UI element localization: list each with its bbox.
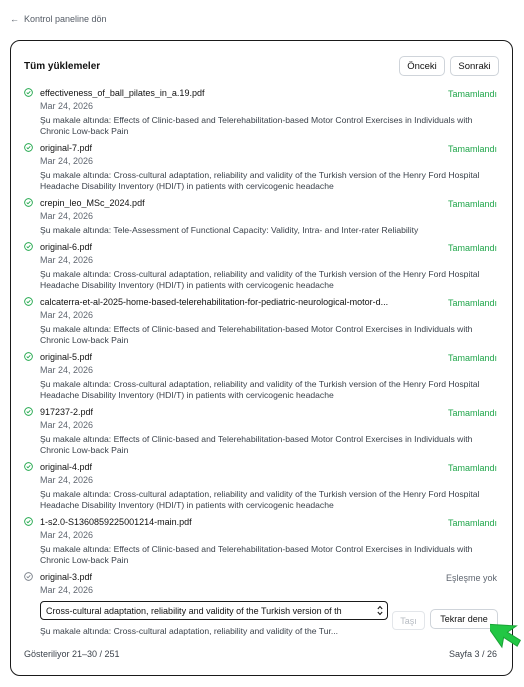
article-select[interactable]	[40, 601, 388, 620]
upload-filename: original-7.pdf	[40, 143, 93, 153]
status-badge: Tamamlandı	[447, 144, 497, 154]
upload-date: Mar 24, 2026	[40, 420, 94, 430]
move-button[interactable]: Taşı	[392, 611, 425, 630]
upload-description: Şu makale altında: Effects of Clinic-based and Telerehabilitation-based Motor Control Exercises in Individuals with Chronic Low-back Pain	[40, 115, 473, 136]
upload-date: Mar 24, 2026	[40, 475, 94, 485]
status-badge: Tamamlandı	[447, 518, 497, 528]
pagination-summary: Gösteriliyor 21–30 / 251	[24, 649, 120, 659]
chevron-updown-icon	[377, 605, 383, 616]
status-badge: Tamamlandı	[447, 199, 497, 209]
status-badge: Tamamlandı	[447, 408, 497, 418]
status-badge: Tamamlandı	[447, 353, 497, 363]
check-circle-icon	[24, 352, 33, 361]
check-circle-icon	[24, 88, 33, 97]
upload-date: Mar 24, 2026	[40, 310, 94, 320]
upload-description: Şu makale altında: Cross-cultural adaptation, reliability and validity of the Turkish version of the Henry Ford Hospital Headache Disability Inventory (HDI/T) in patients with cervicogenic headache	[40, 269, 480, 290]
uploads-panel	[10, 40, 513, 676]
upload-description: Şu makale altında: Cross-cultural adaptation, reliability and validity of the Turkish version of the Henry Ford Hospital Headache Disability Inventory (HDI/T) in patients with cervicogenic headache	[40, 379, 480, 400]
upload-filename: 1-s2.0-S1360859225001214-main.pdf	[40, 517, 192, 527]
upload-filename: original-4.pdf	[40, 462, 93, 472]
upload-filename: crepin_leo_MSc_2024.pdf	[40, 198, 145, 208]
status-badge: Tamamlandı	[447, 298, 497, 308]
status-badge: Tamamlandı	[447, 463, 497, 473]
check-circle-icon	[24, 297, 33, 306]
upload-date: Mar 24, 2026	[40, 530, 94, 540]
upload-date: Mar 24, 2026	[40, 585, 94, 595]
upload-description: Şu makale altında: Tele-Assessment of Functional Capacity: Validity, Intra- and Inter-rater Reliability	[40, 225, 419, 235]
upload-date: Mar 24, 2026	[40, 255, 94, 265]
check-circle-icon	[24, 198, 33, 207]
upload-description: Şu makale altında: Effects of Clinic-based and Telerehabilitation-based Motor Control Exercises in Individuals with Chronic Low-back Pain	[40, 544, 473, 565]
previous-page-button[interactable]: Önceki	[399, 56, 445, 76]
upload-description: Şu makale altında: Cross-cultural adaptation, reliability and validity of the Tur...	[40, 626, 339, 636]
check-circle-icon	[24, 143, 33, 152]
upload-description: Şu makale altında: Cross-cultural adaptation, reliability and validity of the Turkish version of the Henry Ford Hospital Headache Disability Inventory (HDI/T) in patients with cervicogenic headache	[40, 170, 480, 191]
next-page-button[interactable]: Sonraki	[450, 56, 499, 76]
check-circle-icon	[24, 462, 33, 471]
back-to-dashboard-link[interactable]	[10, 14, 107, 24]
upload-date: Mar 24, 2026	[40, 211, 94, 221]
upload-filename: 917237-2.pdf	[40, 407, 94, 417]
upload-filename: original-6.pdf	[40, 242, 93, 252]
panel-title: Tüm yüklemeler	[24, 61, 101, 72]
check-circle-icon	[24, 517, 33, 526]
check-circle-icon	[24, 242, 33, 251]
status-badge: Tamamlandı	[447, 243, 497, 253]
back-link-label: Kontrol paneline dön	[24, 14, 107, 24]
page-indicator: Sayfa 3 / 26	[448, 649, 497, 659]
upload-description: Şu makale altında: Effects of Clinic-based and Telerehabilitation-based Motor Control Exercises in Individuals with Chronic Low-back Pain	[40, 434, 473, 455]
pointer-arrow-icon	[490, 612, 524, 660]
upload-description: Şu makale altında: Cross-cultural adaptation, reliability and validity of the Turkish version of the Henry Ford Hospital Headache Disability Inventory (HDI/T) in patients with cervicogenic headache	[40, 489, 480, 510]
retry-button[interactable]: Tekrar dene	[430, 609, 498, 629]
upload-filename: effectiveness_of_ball_pilates_in_a.19.pdf	[40, 88, 205, 98]
upload-filename: calcaterra-et-al-2025-home-based-telerehabilitation-for-pediatric-neurological-motor-d...	[40, 297, 389, 307]
upload-filename: original-3.pdf	[40, 572, 93, 582]
pending-circle-icon	[24, 572, 33, 581]
arrow-left-icon: ←	[10, 14, 19, 24]
upload-description: Şu makale altında: Effects of Clinic-based and Telerehabilitation-based Motor Control Exercises in Individuals with Chronic Low-back Pain	[40, 324, 473, 345]
article-select-value: Cross-cultural adaptation, reliability and validity of the Turkish version of th	[46, 605, 342, 616]
upload-date: Mar 24, 2026	[40, 156, 94, 166]
upload-date: Mar 24, 2026	[40, 101, 94, 111]
status-badge: Tamamlandı	[447, 89, 497, 99]
upload-date: Mar 24, 2026	[40, 365, 94, 375]
upload-filename: original-5.pdf	[40, 352, 93, 362]
status-badge: Eşleşme yok	[445, 573, 497, 583]
check-circle-icon	[24, 407, 33, 416]
